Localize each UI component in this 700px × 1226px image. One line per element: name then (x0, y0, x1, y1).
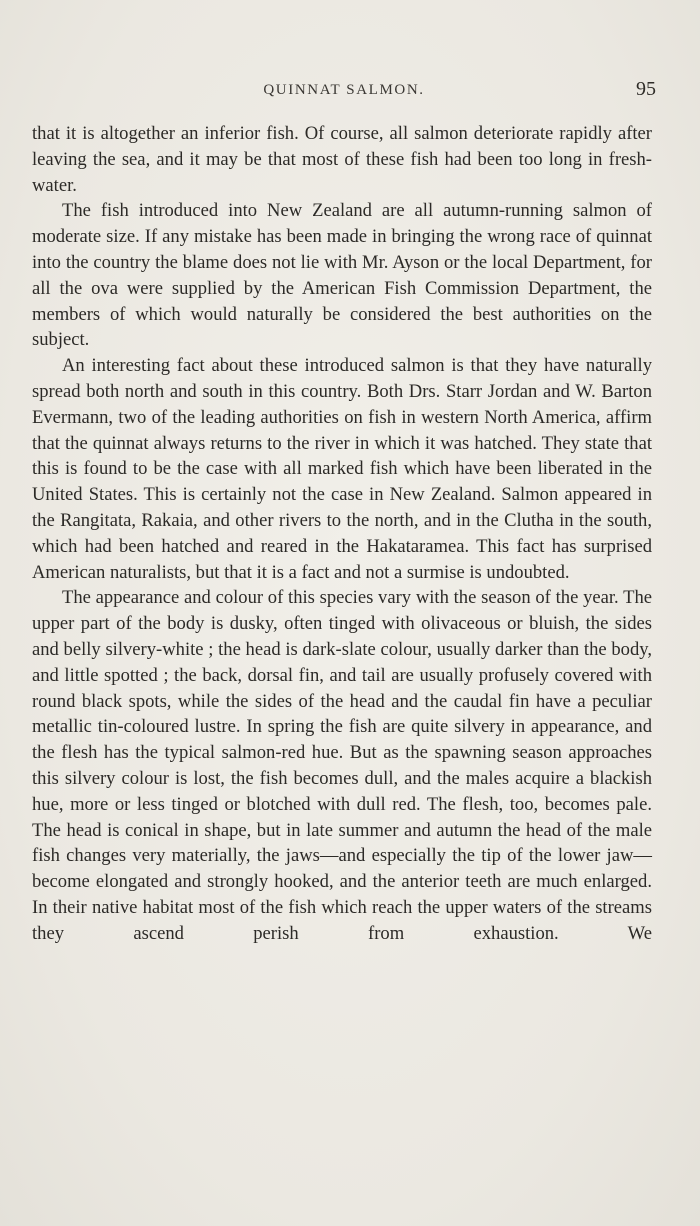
body-text (32, 121, 652, 947)
running-header (32, 78, 656, 106)
paragraph-continuation: that it is altogether an inferior fish. Of course, all salmon deteriorate rapidly after leaving the sea, and it may be that most of these fish had been too long in fresh-water. (32, 123, 652, 196)
paragraph-introduced-fish: The fish introduced into New Zealand are all autumn-running salmon of moderate size. If any mistake has been made in bringing the wrong race of quinnat into the country the blame does not lie with Mr. Ayson or the local Department, for all the ova were supplied by the American Fish Commission Department, the members of which would naturally be considered the best authorities on the subject. (32, 200, 652, 351)
page-number: 95 (636, 78, 656, 100)
paragraph-appearance-colour: The appearance and colour of this species vary with the season of the year. The upper part of the body is dusky, often tinged with olivaceous or bluish, the sides and belly silvery-white ; the head is dark-slate colour, usually darker than the body, and little spotted ; the back, dorsal fin, and tail are usually profusely covered with round black spots, while the sides of the head and the caudal fin have a peculiar metallic tin-coloured lustre. In spring the fish are quite silvery in appearance, and the flesh has the typical salmon-red hue. But as the spawning season approaches this silvery colour is lost, the fish becomes dull, and the males acquire a blackish hue, more or less tinged or blotched with dull red. The flesh, too, becomes pale. The head is conical in shape, but in late summer and autumn the head of the male fish changes very materially, the jaws—and especially the tip of the lower jaw—become elongated and strongly hooked, and the anterior teeth are much enlarged. In their native habitat most of the fish which reach the upper waters of the streams they ascend perish from exhaustion. We (32, 587, 652, 944)
running-title: QUINNAT SALMON. (263, 82, 425, 98)
paragraph-spread-of-salmon: An interesting fact about these introduced salmon is that they have naturally spread both north and south in this country. Both Drs. Starr Jordan and W. Barton Evermann, two of the leading authorities on fish in western North America, affirm that the quinnat always returns to the river in which it was hatched. They state that this is found to be the case with all marked fish which have been liberated in the United States. This is certainly not the case in New Zealand. Salmon appeared in the Rangitata, Rakaia, and other rivers to the north, and in the Clutha in the south, which had been hatched and reared in the Hakataramea. This fact has surprised American naturalists, but that it is a fact and not a surmise is undoubted. (32, 355, 652, 583)
